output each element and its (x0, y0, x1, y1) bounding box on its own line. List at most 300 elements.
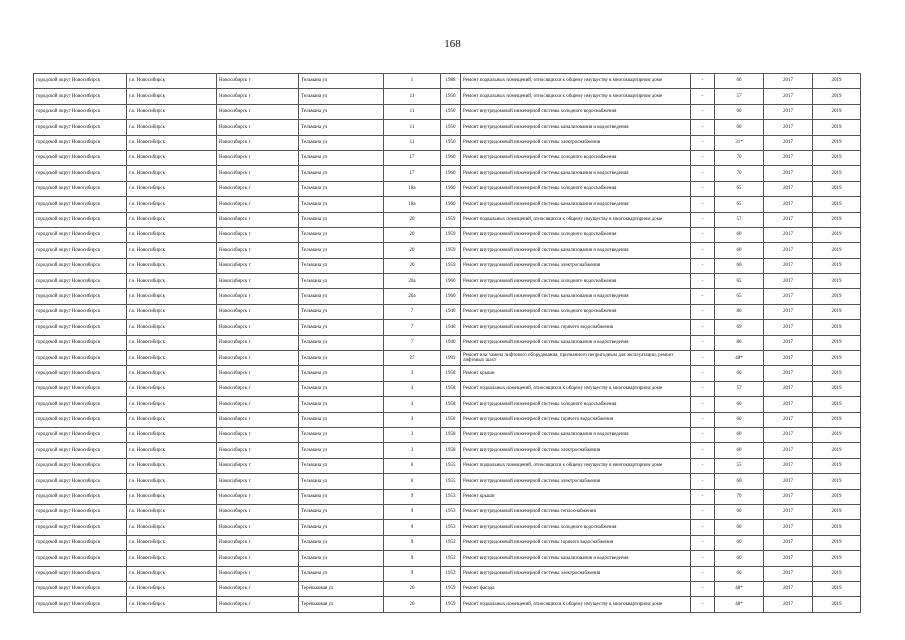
house-number-cell: 3 (384, 427, 441, 442)
settlement-cell: Новосибирск г (217, 74, 299, 89)
municipal-district-cell: городской округ Новосибирск (34, 427, 127, 442)
placeholder-dash-cell: - (691, 581, 715, 596)
settlement-cell: Новосибирск г (217, 335, 299, 350)
municipality-cell: г.о. Новосибирск (127, 458, 217, 473)
municipal-district-cell: городской округ Новосибирск (34, 74, 127, 89)
street-cell: Тельмана ул (299, 351, 384, 366)
plan-start-year-cell: 2017 (764, 320, 813, 335)
settlement-cell: Новосибирск г (217, 104, 299, 119)
street-cell: Тельмана ул (299, 443, 384, 458)
plan-start-year-cell: 2017 (764, 181, 813, 196)
term-years-cell: 70 (715, 150, 764, 165)
municipal-district-cell: городской округ Новосибирск (34, 581, 127, 596)
build-year-cell: 1993 (441, 351, 461, 366)
municipality-cell: г.о. Новосибирск (127, 135, 217, 150)
work-type-cell: Ремонт внутридомовой инженерной системы холодного водоснабжения (461, 104, 691, 119)
term-years-cell: 55 (715, 458, 764, 473)
house-number-cell: 3 (384, 381, 441, 396)
plan-end-year-cell: 2019 (813, 258, 861, 273)
plan-end-year-cell: 2019 (813, 197, 861, 212)
placeholder-dash-cell: - (691, 89, 715, 104)
settlement-cell: Новосибирск г (217, 274, 299, 289)
municipality-cell: г.о. Новосибирск (127, 520, 217, 535)
placeholder-dash-cell: - (691, 551, 715, 566)
work-type-cell: Ремонт внутридомовой инженерной системы электроснабжения (461, 474, 691, 489)
plan-end-year-cell: 2019 (813, 489, 861, 504)
work-type-cell: Ремонт внутридомовой инженерной системы холодного водоснабжения (461, 520, 691, 535)
build-year-cell: 1958 (441, 443, 461, 458)
municipality-cell: г.о. Новосибирск (127, 258, 217, 273)
street-cell: Тельмана ул (299, 212, 384, 227)
plan-start-year-cell: 2017 (764, 212, 813, 227)
municipal-district-cell: городской округ Новосибирск (34, 412, 127, 427)
street-cell: Тельмана ул (299, 489, 384, 504)
municipality-cell: г.о. Новосибирск (127, 443, 217, 458)
municipality-cell: г.о. Новосибирск (127, 551, 217, 566)
plan-start-year-cell: 2017 (764, 427, 813, 442)
term-years-cell: 40* (715, 351, 764, 366)
settlement-cell: Новосибирск г (217, 289, 299, 304)
work-type-cell: Ремонт внутридомовой инженерной системы холодного водоснабжения (461, 150, 691, 165)
plan-start-year-cell: 2017 (764, 335, 813, 350)
municipal-district-cell: городской округ Новосибирск (34, 443, 127, 458)
municipality-cell: г.о. Новосибирск (127, 197, 217, 212)
municipality-cell: г.о. Новосибирск (127, 212, 217, 227)
work-type-cell: Ремонт внутридомовой инженерной системы холодного водоснабжения (461, 397, 691, 412)
street-cell: Тельмана ул (299, 181, 384, 196)
municipal-district-cell: городской округ Новосибирск (34, 458, 127, 473)
plan-start-year-cell: 2017 (764, 504, 813, 519)
settlement-cell: Новосибирск г (217, 412, 299, 427)
build-year-cell: 1958 (441, 397, 461, 412)
term-years-cell: 60 (715, 566, 764, 581)
municipality-cell: г.о. Новосибирск (127, 274, 217, 289)
build-year-cell: 1959 (441, 243, 461, 258)
table-row (34, 520, 861, 535)
table-row (34, 135, 861, 150)
plan-end-year-cell: 2019 (813, 89, 861, 104)
street-cell: Тельмана ул (299, 104, 384, 119)
settlement-cell: Новосибирск г (217, 504, 299, 519)
work-type-cell: Ремонт внутридомовой инженерной системы канализования и водоотведения (461, 120, 691, 135)
build-year-cell: 1960 (441, 274, 461, 289)
work-type-cell: Ремонт фасада (461, 581, 691, 596)
plan-end-year-cell: 2019 (813, 135, 861, 150)
plan-start-year-cell: 2017 (764, 381, 813, 396)
plan-end-year-cell: 2019 (813, 166, 861, 181)
placeholder-dash-cell: - (691, 243, 715, 258)
build-year-cell: 1960 (441, 166, 461, 181)
term-years-cell: 60 (715, 443, 764, 458)
build-year-cell: 1960 (441, 289, 461, 304)
street-cell: Тельмана ул (299, 166, 384, 181)
build-year-cell: 1953 (441, 566, 461, 581)
settlement-cell: Новосибирск г (217, 458, 299, 473)
street-cell: Тельмана ул (299, 566, 384, 581)
term-years-cell: 60 (715, 474, 764, 489)
street-cell: Тельмана ул (299, 135, 384, 150)
municipality-cell: г.о. Новосибирск (127, 427, 217, 442)
term-years-cell: 40* (715, 581, 764, 596)
plan-start-year-cell: 2017 (764, 135, 813, 150)
street-cell: Тельмана ул (299, 397, 384, 412)
table-row (34, 104, 861, 119)
municipality-cell: г.о. Новосибирск (127, 335, 217, 350)
plan-start-year-cell: 2017 (764, 551, 813, 566)
table-row (34, 166, 861, 181)
work-type-cell: Ремонт подвальных помещений, относящихся к общему имуществу в многоквартирном доме (461, 89, 691, 104)
house-number-cell: 9 (384, 489, 441, 504)
term-years-cell: 65 (715, 197, 764, 212)
table-row (34, 197, 861, 212)
settlement-cell: Новосибирск г (217, 227, 299, 242)
plan-end-year-cell: 2019 (813, 243, 861, 258)
plan-start-year-cell: 2017 (764, 227, 813, 242)
work-type-cell: Ремонт внутридомовой инженерной системы канализования и водоотведения (461, 551, 691, 566)
placeholder-dash-cell: - (691, 212, 715, 227)
placeholder-dash-cell: - (691, 366, 715, 381)
plan-start-year-cell: 2017 (764, 520, 813, 535)
municipality-cell: г.о. Новосибирск (127, 351, 217, 366)
placeholder-dash-cell: - (691, 520, 715, 535)
plan-start-year-cell: 2017 (764, 289, 813, 304)
plan-start-year-cell: 2017 (764, 366, 813, 381)
plan-end-year-cell: 2019 (813, 535, 861, 550)
plan-start-year-cell: 2017 (764, 566, 813, 581)
plan-end-year-cell: 2019 (813, 320, 861, 335)
municipality-cell: г.о. Новосибирск (127, 581, 217, 596)
street-cell: Тельмана ул (299, 520, 384, 535)
street-cell: Тельмана ул (299, 89, 384, 104)
term-years-cell: 57 (715, 212, 764, 227)
house-number-cell: 6 (384, 474, 441, 489)
plan-start-year-cell: 2017 (764, 443, 813, 458)
table-row (34, 474, 861, 489)
house-number-cell: 7 (384, 320, 441, 335)
work-type-cell: Ремонт внутридомовой инженерной системы холодного водоснабжения (461, 227, 691, 242)
build-year-cell: 1958 (441, 427, 461, 442)
street-cell: Тельмана ул (299, 535, 384, 550)
house-number-cell: 11 (384, 120, 441, 135)
municipal-district-cell: городской округ Новосибирск (34, 289, 127, 304)
table-row (34, 489, 861, 504)
house-number-cell: 7 (384, 335, 441, 350)
term-years-cell: 31* (715, 135, 764, 150)
settlement-cell: Новосибирск г (217, 427, 299, 442)
settlement-cell: Новосибирск г (217, 212, 299, 227)
municipal-district-cell: городской округ Новосибирск (34, 258, 127, 273)
term-years-cell: 60 (715, 520, 764, 535)
settlement-cell: Новосибирск г (217, 366, 299, 381)
plan-start-year-cell: 2017 (764, 258, 813, 273)
municipal-district-cell: городской округ Новосибирск (34, 274, 127, 289)
municipality-cell: г.о. Новосибирск (127, 366, 217, 381)
table-row (34, 443, 861, 458)
municipal-district-cell: городской округ Новосибирск (34, 104, 127, 119)
settlement-cell: Новосибирск г (217, 243, 299, 258)
placeholder-dash-cell: - (691, 397, 715, 412)
settlement-cell: Новосибирск г (217, 135, 299, 150)
term-years-cell: 60 (715, 535, 764, 550)
street-cell: Тельмана ул (299, 304, 384, 319)
house-number-cell: 20 (384, 258, 441, 273)
build-year-cell: 1955 (441, 474, 461, 489)
municipal-district-cell: городской округ Новосибирск (34, 381, 127, 396)
municipality-cell: г.о. Новосибирск (127, 489, 217, 504)
house-number-cell: 3 (384, 412, 441, 427)
settlement-cell: Новосибирск г (217, 581, 299, 596)
term-years-cell: 60 (715, 258, 764, 273)
municipal-district-cell: городской округ Новосибирск (34, 166, 127, 181)
table-row (34, 458, 861, 473)
house-number-cell: 11 (384, 89, 441, 104)
build-year-cell: 1959 (441, 597, 461, 612)
settlement-cell: Новосибирск г (217, 443, 299, 458)
term-years-cell: 60 (715, 504, 764, 519)
house-number-cell: 3 (384, 397, 441, 412)
municipality-cell: г.о. Новосибирск (127, 320, 217, 335)
work-type-cell: Ремонт внутридомовой инженерной системы канализования и водоотведения (461, 243, 691, 258)
municipality-cell: г.о. Новосибирск (127, 104, 217, 119)
placeholder-dash-cell: - (691, 289, 715, 304)
table-row (34, 320, 861, 335)
table-row (34, 120, 861, 135)
work-type-cell: Ремонт подвальных помещений, относящихся к общему имуществу в многоквартирном доме (461, 597, 691, 612)
placeholder-dash-cell: - (691, 135, 715, 150)
settlement-cell: Новосибирск г (217, 551, 299, 566)
term-years-cell: 65 (715, 274, 764, 289)
placeholder-dash-cell: - (691, 166, 715, 181)
municipal-district-cell: городской округ Новосибирск (34, 89, 127, 104)
placeholder-dash-cell: - (691, 504, 715, 519)
table-row (34, 304, 861, 319)
street-cell: Тельмана ул (299, 381, 384, 396)
build-year-cell: 1940 (441, 320, 461, 335)
plan-end-year-cell: 2019 (813, 551, 861, 566)
street-cell: Тельмана ул (299, 274, 384, 289)
house-number-cell: 20 (384, 581, 441, 596)
placeholder-dash-cell: - (691, 566, 715, 581)
house-number-cell: 3 (384, 366, 441, 381)
municipality-cell: г.о. Новосибирск (127, 227, 217, 242)
build-year-cell: 1959 (441, 212, 461, 227)
work-type-cell: Ремонт внутридомовой инженерной системы холодного водоснабжения (461, 181, 691, 196)
placeholder-dash-cell: - (691, 474, 715, 489)
table-row (34, 335, 861, 350)
term-years-cell: 60 (715, 74, 764, 89)
term-years-cell: 40* (715, 597, 764, 612)
plan-start-year-cell: 2017 (764, 89, 813, 104)
house-number-cell: 17 (384, 150, 441, 165)
build-year-cell: 1940 (441, 335, 461, 350)
table-row (34, 243, 861, 258)
build-year-cell: 1960 (441, 150, 461, 165)
municipal-district-cell: городской округ Новосибирск (34, 120, 127, 135)
plan-start-year-cell: 2017 (764, 243, 813, 258)
plan-end-year-cell: 2019 (813, 458, 861, 473)
house-number-cell: 18а (384, 181, 441, 196)
work-type-cell: Ремонт подвальных помещений, относящихся к общему имуществу в многоквартирном доме (461, 74, 691, 89)
placeholder-dash-cell: - (691, 150, 715, 165)
settlement-cell: Новосибирск г (217, 474, 299, 489)
page-number: 168 (444, 38, 461, 50)
plan-start-year-cell: 2017 (764, 351, 813, 366)
table-row (34, 581, 861, 596)
build-year-cell: 1955 (441, 458, 461, 473)
table-row (34, 227, 861, 242)
table-row (34, 150, 861, 165)
plan-end-year-cell: 2019 (813, 427, 861, 442)
placeholder-dash-cell: - (691, 197, 715, 212)
placeholder-dash-cell: - (691, 381, 715, 396)
plan-start-year-cell: 2017 (764, 197, 813, 212)
plan-start-year-cell: 2017 (764, 581, 813, 596)
plan-start-year-cell: 2017 (764, 274, 813, 289)
table-row (34, 412, 861, 427)
table-row (34, 566, 861, 581)
term-years-cell: 80 (715, 335, 764, 350)
house-number-cell: 20а (384, 289, 441, 304)
term-years-cell: 60 (715, 104, 764, 119)
settlement-cell: Новосибирск г (217, 535, 299, 550)
work-type-cell: Ремонт подвальных помещений, относящихся к общему имуществу в многоквартирном доме (461, 458, 691, 473)
term-years-cell: 57 (715, 89, 764, 104)
term-years-cell: 60 (715, 397, 764, 412)
work-type-cell: Ремонт крыши (461, 366, 691, 381)
build-year-cell: 1988 (441, 74, 461, 89)
term-years-cell: 65 (715, 289, 764, 304)
placeholder-dash-cell: - (691, 104, 715, 119)
plan-start-year-cell: 2017 (764, 489, 813, 504)
house-number-cell: 9 (384, 566, 441, 581)
street-cell: Тельмана ул (299, 227, 384, 242)
plan-end-year-cell: 2019 (813, 520, 861, 535)
build-year-cell: 1958 (441, 381, 461, 396)
house-number-cell: 1 (384, 74, 441, 89)
table-row (34, 597, 861, 612)
house-number-cell: 11 (384, 104, 441, 119)
house-number-cell: 9 (384, 535, 441, 550)
table-row (34, 274, 861, 289)
municipality-cell: г.о. Новосибирск (127, 412, 217, 427)
term-years-cell: 60 (715, 227, 764, 242)
municipality-cell: г.о. Новосибирск (127, 166, 217, 181)
street-cell: Тельмана ул (299, 366, 384, 381)
placeholder-dash-cell: - (691, 320, 715, 335)
municipal-district-cell: городской округ Новосибирск (34, 212, 127, 227)
term-years-cell: 60 (715, 366, 764, 381)
table-row (34, 366, 861, 381)
settlement-cell: Новосибирск г (217, 320, 299, 335)
municipal-district-cell: городской округ Новосибирск (34, 489, 127, 504)
house-number-cell: 20 (384, 243, 441, 258)
settlement-cell: Новосибирск г (217, 258, 299, 273)
municipality-cell: г.о. Новосибирск (127, 304, 217, 319)
placeholder-dash-cell: - (691, 443, 715, 458)
placeholder-dash-cell: - (691, 304, 715, 319)
work-type-cell: Ремонт внутридомовой инженерной системы горячего водоснабжения (461, 412, 691, 427)
house-number-cell: 20 (384, 227, 441, 242)
settlement-cell: Новосибирск г (217, 597, 299, 612)
street-cell: Тельмана ул (299, 412, 384, 427)
municipality-cell: г.о. Новосибирск (127, 474, 217, 489)
table-row (34, 181, 861, 196)
street-cell: Тельмана ул (299, 197, 384, 212)
plan-end-year-cell: 2019 (813, 351, 861, 366)
street-cell: Тельмана ул (299, 504, 384, 519)
house-number-cell: 11 (384, 135, 441, 150)
work-type-cell: Ремонт внутридомовой инженерной системы электроснабжения (461, 258, 691, 273)
work-type-cell: Ремонт внутридомовой инженерной системы канализования и водоотведения (461, 197, 691, 212)
build-year-cell: 1958 (441, 412, 461, 427)
municipal-district-cell: городской округ Новосибирск (34, 535, 127, 550)
table-row (34, 212, 861, 227)
work-type-cell: Ремонт крыши (461, 489, 691, 504)
municipality-cell: г.о. Новосибирск (127, 89, 217, 104)
build-year-cell: 1959 (441, 258, 461, 273)
municipality-cell: г.о. Новосибирск (127, 381, 217, 396)
municipality-cell: г.о. Новосибирск (127, 150, 217, 165)
placeholder-dash-cell: - (691, 181, 715, 196)
plan-start-year-cell: 2017 (764, 150, 813, 165)
settlement-cell: Новосибирск г (217, 181, 299, 196)
municipality-cell: г.о. Новосибирск (127, 120, 217, 135)
street-cell: Тереньковая ул (299, 597, 384, 612)
street-cell: Тельмана ул (299, 474, 384, 489)
settlement-cell: Новосибирск г (217, 489, 299, 504)
table-row (34, 535, 861, 550)
settlement-cell: Новосибирск г (217, 566, 299, 581)
table-row (34, 289, 861, 304)
table-row (34, 381, 861, 396)
build-year-cell: 1953 (441, 551, 461, 566)
house-number-cell: 20 (384, 212, 441, 227)
work-type-cell: Ремонт внутридомовой инженерной системы горячего водоснабжения (461, 320, 691, 335)
plan-start-year-cell: 2017 (764, 597, 813, 612)
table-row (34, 427, 861, 442)
term-years-cell: 60 (715, 412, 764, 427)
placeholder-dash-cell: - (691, 74, 715, 89)
plan-end-year-cell: 2019 (813, 581, 861, 596)
build-year-cell: 1950 (441, 104, 461, 119)
settlement-cell: Новосибирск г (217, 351, 299, 366)
municipal-district-cell: городской округ Новосибирск (34, 150, 127, 165)
municipality-cell: г.о. Новосибирск (127, 74, 217, 89)
work-type-cell: Ремонт внутридомовой инженерной системы холодного водоснабжения (461, 274, 691, 289)
term-years-cell: 60 (715, 120, 764, 135)
settlement-cell: Новосибирск г (217, 381, 299, 396)
plan-end-year-cell: 2019 (813, 212, 861, 227)
placeholder-dash-cell: - (691, 412, 715, 427)
street-cell: Тельмана ул (299, 551, 384, 566)
plan-end-year-cell: 2019 (813, 289, 861, 304)
plan-end-year-cell: 2019 (813, 304, 861, 319)
work-type-cell: Ремонт подвальных помещений, относящихся к общему имуществу в многоквартирном доме (461, 212, 691, 227)
house-number-cell: 9 (384, 504, 441, 519)
placeholder-dash-cell: - (691, 427, 715, 442)
plan-end-year-cell: 2019 (813, 412, 861, 427)
build-year-cell: 1960 (441, 181, 461, 196)
street-cell: Тельмана ул (299, 258, 384, 273)
house-number-cell: 20а (384, 274, 441, 289)
municipal-district-cell: городской округ Новосибирск (34, 597, 127, 612)
settlement-cell: Новосибирск г (217, 120, 299, 135)
plan-start-year-cell: 2017 (764, 458, 813, 473)
build-year-cell: 1950 (441, 135, 461, 150)
street-cell: Тельмана ул (299, 335, 384, 350)
work-type-cell: Ремонт внутридомовой инженерной системы канализования и водоотведения (461, 427, 691, 442)
house-number-cell: 6 (384, 458, 441, 473)
